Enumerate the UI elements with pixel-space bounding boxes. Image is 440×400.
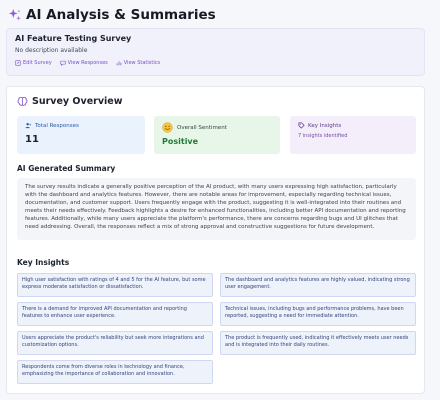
chat-icon: [60, 60, 66, 66]
summary-heading: AI Generated Summary: [17, 164, 116, 173]
key-insights-label: Key Insights: [308, 122, 342, 129]
total-responses-label-row: [25, 122, 137, 129]
insight-item: The product is frequently used, indicating it effectively meets user needs and is integrated into their daily routines.: [220, 331, 416, 355]
insight-item: There is a demand for improved API documentation and reporting features to enhance user experience.: [17, 302, 213, 326]
users-icon: [25, 122, 32, 129]
page-title: AI Analysis & Summaries: [26, 7, 216, 23]
edit-icon: [15, 60, 21, 66]
survey-overview-panel: [6, 86, 425, 394]
key-insights-count: 7 insights identified: [298, 133, 348, 139]
key-insights-label-row: [298, 122, 408, 129]
brain-icon: [17, 96, 28, 107]
overall-sentiment-label-row: [162, 122, 272, 133]
overall-sentiment-label: Overall Sentiment: [177, 124, 227, 131]
overall-sentiment-card: [154, 116, 280, 154]
overview-header: [17, 96, 123, 107]
page-header: [8, 6, 216, 24]
total-responses-card: [17, 116, 145, 154]
overview-title: Survey Overview: [32, 96, 123, 107]
sparkle-icon: [8, 8, 22, 22]
edit-survey-label: Edit Survey: [23, 60, 52, 66]
view-statistics-button[interactable]: [116, 60, 160, 66]
view-responses-label: View Responses: [67, 60, 108, 66]
insight-item: Users appreciate the product's reliability but seek more integrations and customization options.: [17, 331, 213, 355]
insight-item: Technical issues, including bugs and performance problems, have been reported, suggesting a need for immediate attention.: [220, 302, 416, 326]
bar-chart-icon: [116, 60, 122, 66]
insights-grid: [17, 273, 416, 384]
survey-card: [6, 28, 425, 76]
insight-item: High user satisfaction with ratings of 4 and 5 for the AI feature, but some express moderate satisfaction or dissatisfaction.: [17, 273, 213, 297]
summary-box: [17, 178, 416, 240]
view-statistics-label: View Statistics: [123, 60, 161, 66]
overall-sentiment-value: Positive: [162, 137, 199, 146]
key-insights-heading: Key Insights: [17, 258, 70, 267]
key-insights-card: [290, 116, 416, 154]
survey-description: No description available: [15, 47, 88, 54]
insight-item: Respondents come from diverse roles in technology and finance, emphasizing the importance of collaboration and innovation.: [17, 360, 213, 384]
view-responses-button[interactable]: [60, 60, 108, 66]
survey-actions: [15, 60, 416, 66]
edit-survey-button[interactable]: [15, 60, 52, 66]
survey-title: AI Feature Testing Survey: [15, 34, 132, 43]
total-responses-value: 11: [25, 134, 39, 145]
total-responses-label: Total Responses: [35, 122, 79, 129]
smile-icon: [162, 122, 173, 133]
summary-text: The survey results indicate a generally positive perception of the AI product, with many users expressing high satisfaction, particularly with the dashboard and analytics features. However, there are notable areas for improvement, especially regarding technical issues, documentation, and customer support. Users frequently engage with the product, suggesting it is well-integrated into their routines and meets their needs effectively. Feedback highlights a desire for enhanced functionalities, including better API documentation and reporting features. Additionally, while many users appreciate the platform's performance, there are concerns regarding bugs and UI glitches that need addressing. Overall, the responses reflect a mix of strong approval and constructive suggestions for future development.: [25, 184, 406, 230]
tag-icon: [298, 122, 305, 129]
insight-item: The dashboard and analytics features are highly valued, indicating strong user engagement.: [220, 273, 416, 297]
